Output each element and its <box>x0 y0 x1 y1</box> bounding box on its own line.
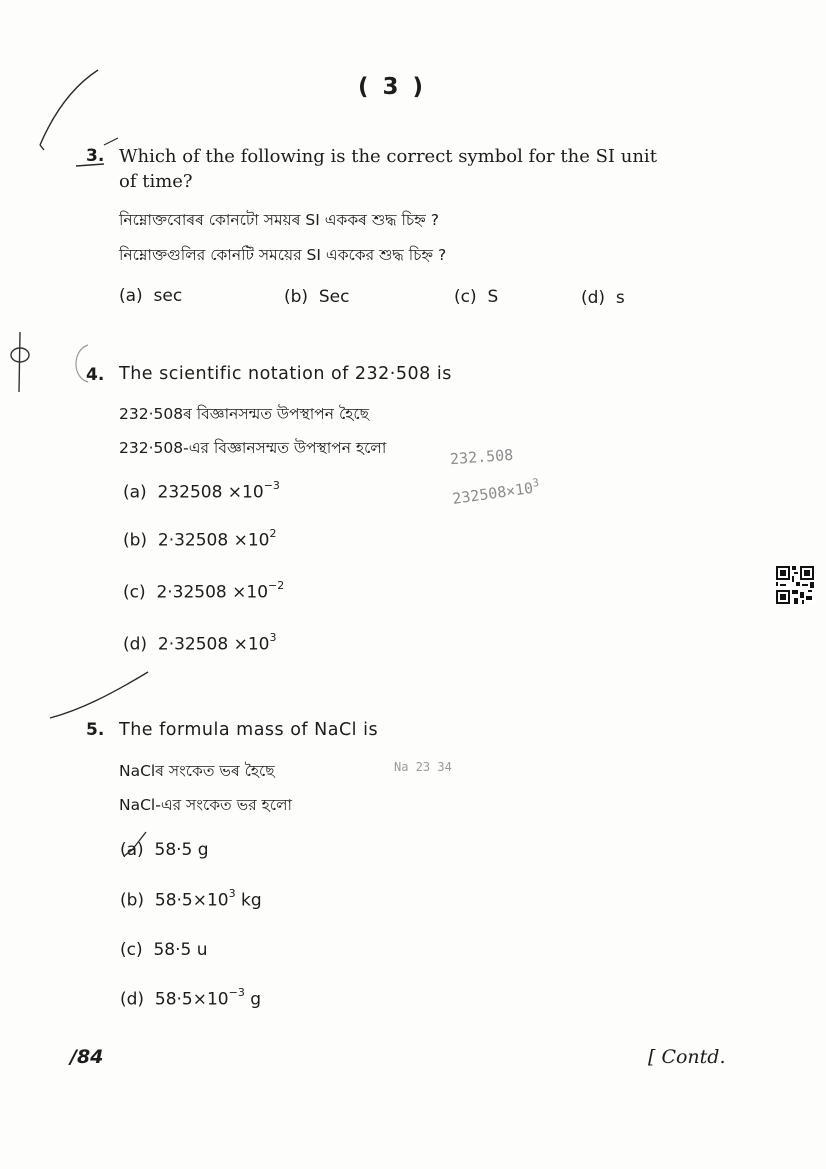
handwritten-note-na: Na 23 34 <box>394 760 452 774</box>
question-3-text-assamese: নিম্নোক্তবোৰৰ কোনটো সময়ৰ SI এককৰ শুদ্ধ চিহ্ন ? <box>119 211 439 229</box>
question-3-text-en-line2: of time? <box>119 171 193 192</box>
question-3-option-b: (b) Sec <box>284 287 350 307</box>
handwritten-note-scientific: $232508\times 10^3$ <box>451 475 540 509</box>
question-5-text-assamese: NaClৰ সংকেত ভৰ হৈছে <box>119 762 275 780</box>
question-5-number: 5. <box>86 720 105 740</box>
question-4-option-b: (b) $2\cdot 32508 \times 10^2$ <box>123 527 277 551</box>
q3-mark <box>76 164 104 166</box>
question-4-option-d: (d) $2\cdot 32508 \times 10^3$ <box>123 631 277 655</box>
footer-paper-code: /84 <box>70 1046 104 1068</box>
question-4-number: 4. <box>86 365 105 385</box>
handwritten-note-232508: 232.508 <box>449 445 514 469</box>
page-number: ( 3 ) <box>358 74 427 100</box>
question-3-number: 3. <box>86 146 105 166</box>
q5-tick <box>124 832 146 856</box>
question-4-text-assamese: 232·508ৰ বিজ্ঞানসন্মত উপস্থাপন হৈছে <box>119 405 370 423</box>
question-4-option-c: (c) $2\cdot 32508 \times 10^{-2}$ <box>123 579 285 603</box>
qr-code-icon <box>776 566 814 604</box>
question-4-text-bengali: 232·508-এর বিজ্ঞানসম্মত উপস্থাপন হলো <box>119 439 387 457</box>
question-4-option-a: (a) $232508 \times 10^{-3}$ <box>123 479 280 503</box>
question-5-option-d: (d) $58\cdot 5\times 10^{-3}$ g <box>120 986 262 1010</box>
question-3-option-a: (a) sec <box>119 286 183 306</box>
question-3-option-c: (c) S <box>454 287 499 307</box>
pen-stroke-q5 <box>50 672 148 718</box>
question-4-text-en: The scientific notation of 232·508 is <box>119 364 452 384</box>
question-3-text-en-line1: Which of the following is the correct symbol for the SI unit <box>119 146 657 167</box>
question-5-option-c: (c) 58·5 u <box>120 940 208 960</box>
pen-stroke-top <box>40 70 98 145</box>
question-5-option-b: (b) $58\cdot 5\times 10^3$ kg <box>120 887 262 911</box>
question-5-option-a: (a) 58·5 g <box>120 840 209 860</box>
question-3-option-d: (d) s <box>581 288 625 308</box>
footer-continued: [ Contd. <box>648 1046 726 1068</box>
q4-circle <box>76 345 88 382</box>
question-3-text-bengali: নিম্নোক্তগুলির কোনটি সময়ের SI এককের শুদ্ধ চিহ্ন ? <box>119 246 447 264</box>
question-5-text-en: The formula mass of NaCl is <box>119 720 379 740</box>
question-5-text-bengali: NaCl-এর সংকেত ভর হলো <box>119 796 293 814</box>
